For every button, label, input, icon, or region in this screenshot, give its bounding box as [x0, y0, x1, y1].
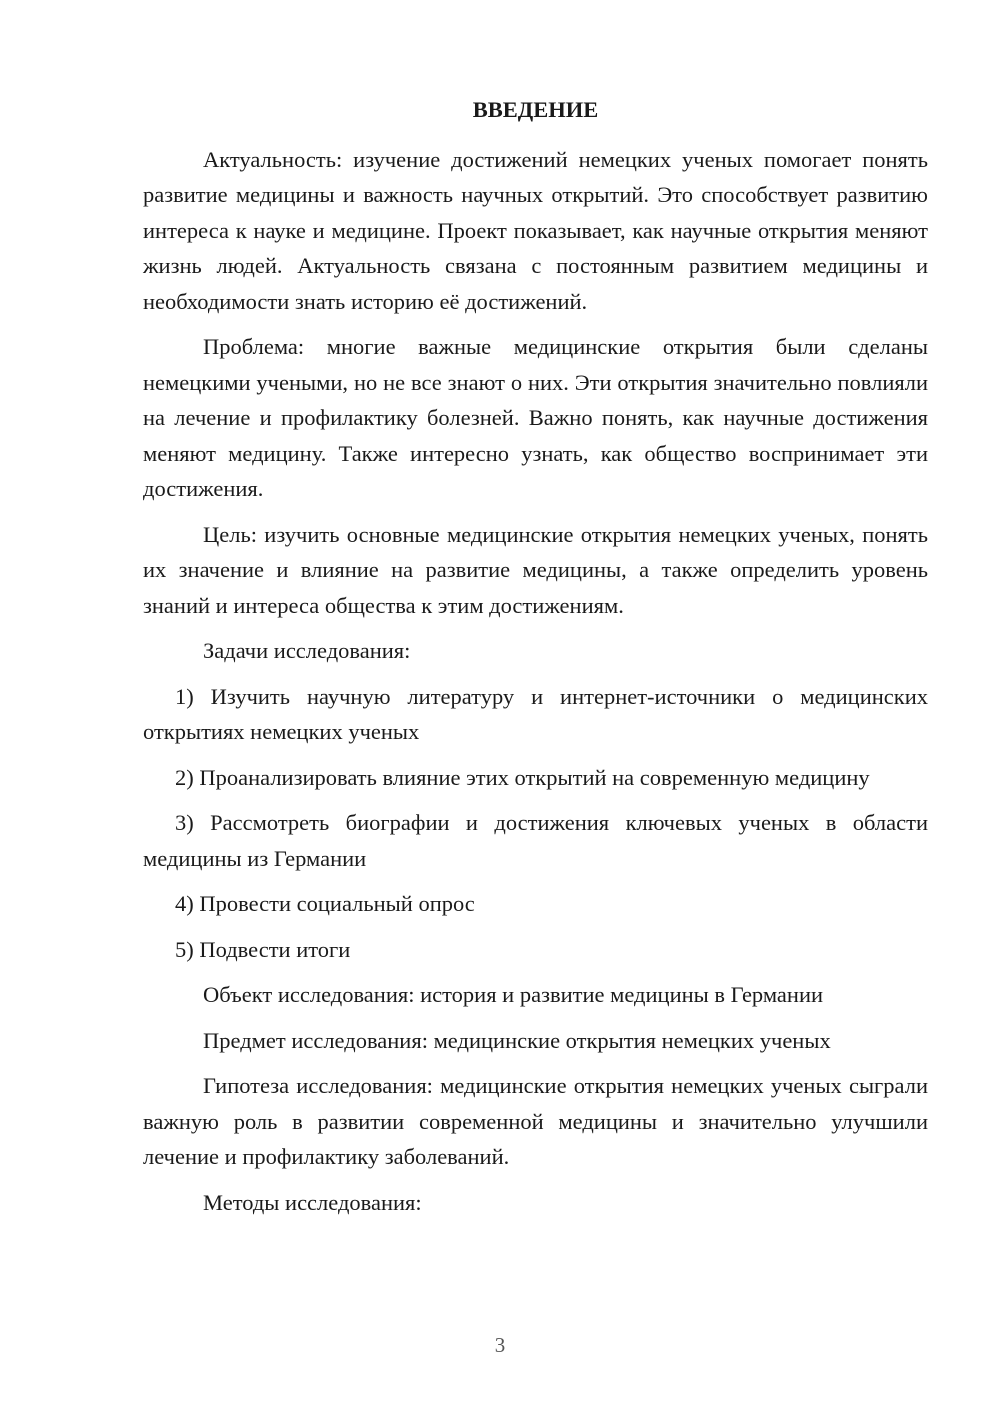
tasks-heading: Задачи исследования: [203, 638, 411, 663]
research-hypothesis: Гипотеза исследования: медицинские открытия немецких ученых сыграли важную роль в развитии современной медицины и значительно улучшили лечение и профилактику заболеваний. [143, 1073, 928, 1169]
relevance-paragraph: Актуальность: изучение достижений немецких ученых помогает понять развитие медицины и важность научных открытий. Это способствует развитию интереса к науке и медицине. Проект показывает, как научные открытия меняют жизнь людей. Актуальность связана с постоянным развитием медицины и необходимости знать историю её достижений. [143, 146, 928, 314]
task-item: 3) Рассмотреть биографии и достижения ключевых ученых в области медицины из Германии [143, 810, 928, 871]
page-number: 3 [494, 1333, 506, 1357]
document-page [143, 92, 928, 1230]
task-item: 5) Подвести итоги [175, 936, 351, 962]
goal-paragraph: Цель: изучить основные медицинские открытия немецких ученых, понять их значение и влияние на развитие медицины, а также определить уровень знаний и интереса общества к этим достижениям. [143, 521, 928, 618]
research-object: Объект исследования: история и развитие медицины в Германии [203, 982, 824, 1007]
problem-paragraph: Проблема: многие важные медицинские открытия были сделаны немецкими учеными, но не все знают о них. Эти открытия значительно повлияли на лечение и профилактику болезней. Важно понять, как научные достижения меняют медицину. Также интересно узнать, как общество воспринимает эти достижения. [143, 334, 928, 501]
task-item: 4) Провести социальный опрос [175, 891, 475, 916]
research-subject: Предмет исследования: медицинские открытия немецких ученых [203, 1027, 831, 1053]
section-title: ВВЕДЕНИЕ [472, 97, 599, 122]
methods-heading: Методы исследования: [203, 1189, 422, 1215]
task-item: 2) Проанализировать влияние этих открытий на современную медицину [175, 764, 870, 790]
task-item: 1) Изучить научную литературу и интернет-источники о медицинских открытиях немецких ученых [143, 683, 928, 744]
